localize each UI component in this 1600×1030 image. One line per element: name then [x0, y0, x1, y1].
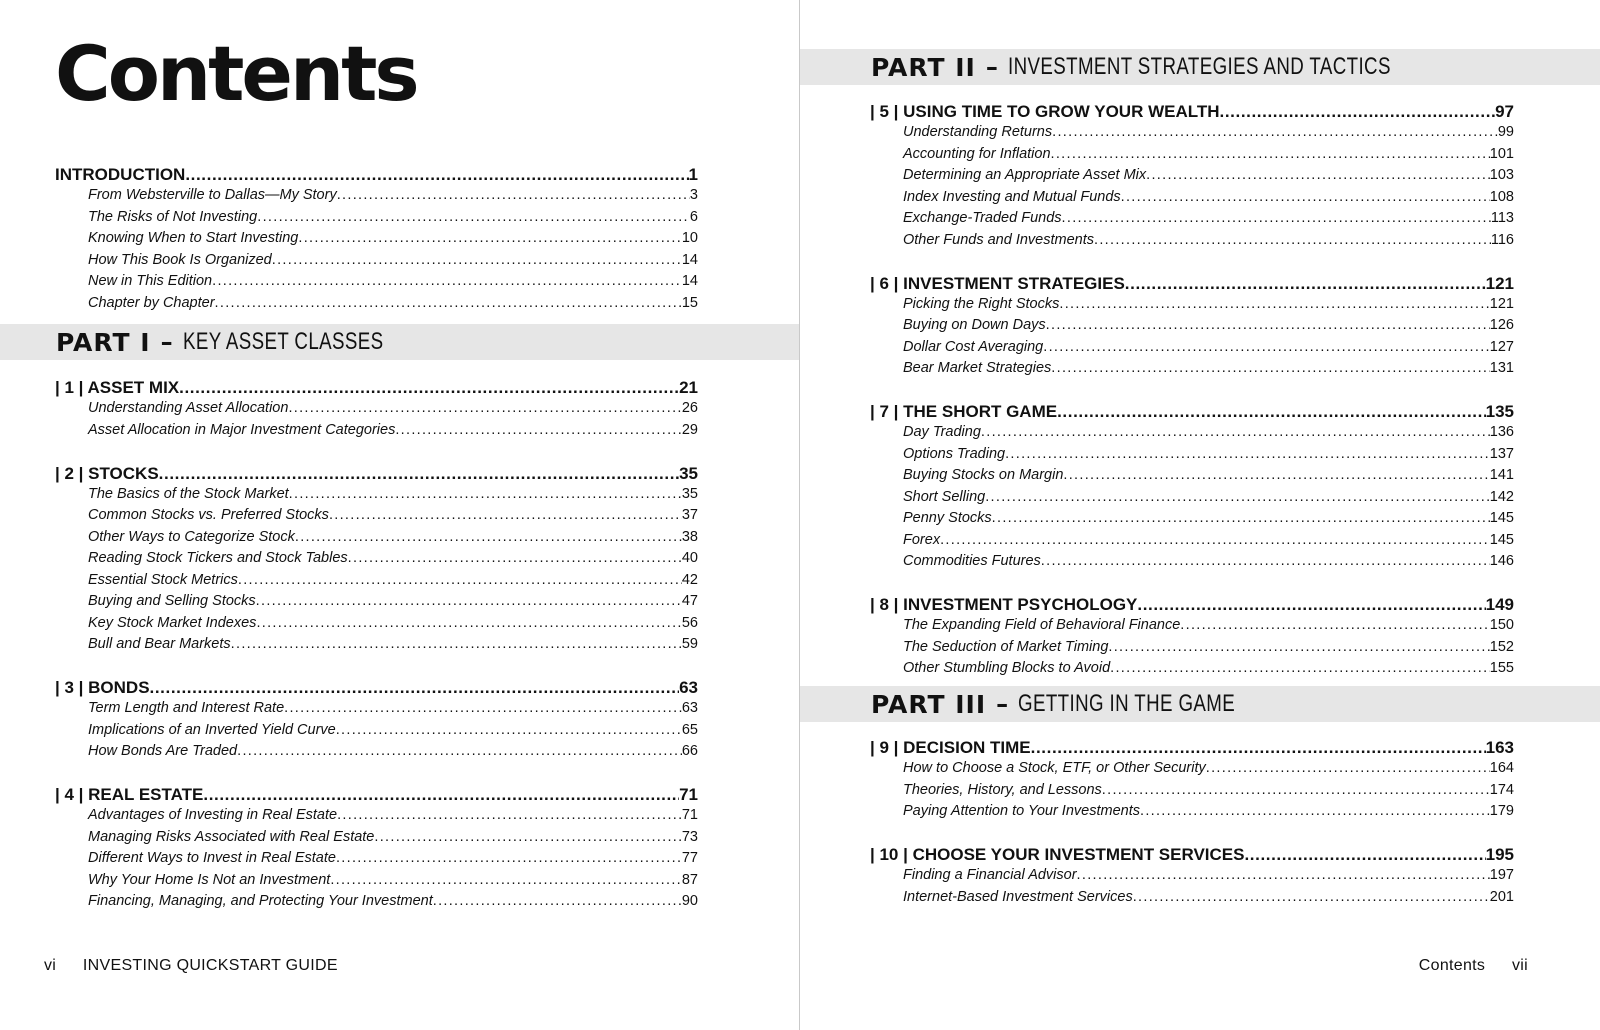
- toc-label: Knowing When to Start Investing: [88, 230, 299, 246]
- toc-label: Dollar Cost Averaging: [903, 338, 1044, 355]
- toc-entry[interactable]: [55, 572, 698, 594]
- toc-label: Buying and Selling Stocks: [88, 593, 256, 609]
- toc-page-number: 201: [1489, 888, 1514, 905]
- toc-page-number: 42: [681, 571, 698, 588]
- toc-page-number: 47: [681, 593, 698, 609]
- toc-label: Key Stock Market Indexes: [88, 614, 257, 631]
- toc-entry[interactable]: [55, 422, 698, 444]
- toc-label: How Bonds Are Traded: [88, 743, 238, 759]
- dot-leader: [298, 230, 681, 246]
- toc-entry[interactable]: [55, 850, 698, 872]
- toc-label: Internet-Based Investment Services: [903, 888, 1133, 905]
- toc-page-number: 73: [681, 828, 698, 845]
- toc-entry[interactable]: [870, 210, 1514, 232]
- toc-entry[interactable]: [870, 167, 1514, 189]
- toc-label: The Risks of Not Investing: [88, 208, 258, 225]
- contents-title: Contents: [55, 29, 417, 118]
- toc-label: Buying Stocks on Margin: [903, 467, 1064, 483]
- toc-page-number: 14: [681, 251, 698, 268]
- toc-entry[interactable]: [870, 639, 1514, 661]
- toc-entry[interactable]: [55, 486, 698, 508]
- dot-leader: [1108, 639, 1489, 655]
- running-head: Contents: [1418, 957, 1486, 974]
- part-banner: PART III – GETTING IN THE GAME: [800, 686, 1600, 722]
- toc-page-number: 26: [681, 400, 698, 416]
- toc-label: Understanding Returns: [903, 124, 1053, 140]
- toc-label: The Seduction of Market Timing: [903, 638, 1109, 655]
- dot-leader: [238, 572, 682, 588]
- dot-leader: [1146, 167, 1490, 183]
- toc-label: How This Book Is Organized: [88, 251, 272, 268]
- toc-page-number: 35: [681, 485, 698, 502]
- toc-label: | 9 | DECISION TIME: [870, 738, 1031, 757]
- dot-leader: [215, 295, 682, 311]
- toc-entry[interactable]: [870, 803, 1514, 825]
- toc-label: Implications of an Inverted Yield Curve: [88, 721, 336, 738]
- dot-leader: [231, 636, 682, 652]
- toc-chapter: [870, 402, 1514, 575]
- dot-leader: [1052, 124, 1498, 140]
- toc-entry[interactable]: [55, 550, 698, 572]
- toc-page-number: 150: [1489, 617, 1514, 633]
- dot-leader: [1180, 617, 1490, 633]
- toc-page-number: 136: [1489, 424, 1514, 440]
- toc-page-number: 126: [1489, 317, 1514, 333]
- toc-chapter-heading[interactable]: INTRODUCTION ..... 1: [55, 165, 698, 187]
- page-number: vi: [44, 957, 57, 974]
- dot-leader: [1133, 889, 1490, 905]
- toc-page-number: 87: [681, 871, 698, 888]
- dot-leader: [1041, 553, 1490, 569]
- toc-page-number: 135: [1485, 402, 1514, 421]
- toc-label: Determining an Appropriate Asset Mix: [903, 167, 1147, 183]
- toc-label: | 5 | USING TIME TO GROW YOUR WEALTH: [870, 102, 1220, 121]
- toc-page-number: 121: [1485, 273, 1514, 293]
- dot-leader: [1220, 102, 1496, 122]
- toc-chapter-heading[interactable]: [870, 595, 1514, 617]
- dot-leader: [337, 807, 682, 823]
- toc-entry[interactable]: [870, 532, 1514, 554]
- toc-label: Exchange-Traded Funds: [903, 210, 1062, 226]
- toc-entry[interactable]: [55, 252, 698, 274]
- toc-page-number: 37: [681, 507, 698, 523]
- toc-page-number: 131: [1489, 360, 1514, 376]
- dot-leader: [288, 400, 681, 416]
- toc-chapter-heading[interactable]: [870, 738, 1514, 760]
- toc-label: Asset Allocation in Major Investment Categories: [88, 421, 396, 438]
- toc-page-number: 113: [1490, 210, 1514, 226]
- dot-leader: [330, 872, 682, 888]
- toc-label: Accounting for Inflation: [903, 145, 1051, 162]
- toc-page-number: 10: [681, 230, 698, 246]
- toc-entry[interactable]: [55, 230, 698, 252]
- part-banner: PART I – KEY ASSET CLASSES: [0, 324, 799, 360]
- toc-page-number: 40: [681, 550, 698, 566]
- toc-chapter-heading[interactable]: [55, 785, 698, 807]
- dot-leader: [395, 422, 682, 438]
- toc-page-number: 121: [1489, 295, 1514, 312]
- dot-leader: [1051, 146, 1490, 162]
- toc-entry[interactable]: [870, 660, 1514, 682]
- toc-label: Other Stumbling Blocks to Avoid: [903, 660, 1111, 676]
- toc-label: Picking the Right Stocks: [903, 295, 1060, 312]
- toc-page-number: 56: [681, 614, 698, 631]
- toc-page-number: 101: [1489, 145, 1514, 162]
- toc-entry[interactable]: [870, 189, 1514, 211]
- toc-chapter-heading[interactable]: [55, 378, 698, 400]
- dot-leader: [1051, 360, 1490, 376]
- dot-leader: [284, 700, 682, 716]
- dot-leader: [348, 550, 682, 566]
- toc-page-number: 145: [1489, 531, 1514, 548]
- toc-label: Day Trading: [903, 424, 981, 440]
- toc-page-number: 137: [1489, 445, 1514, 462]
- part2-chapters: [870, 102, 1514, 682]
- part-name: PART I: [56, 327, 151, 357]
- toc-entry[interactable]: [870, 339, 1514, 361]
- toc-page-number: 3: [689, 187, 698, 203]
- part-name: PART III: [871, 689, 987, 719]
- toc-chapter: [55, 464, 698, 658]
- toc-entry[interactable]: [870, 760, 1514, 782]
- intro-section: [55, 165, 698, 316]
- dot-leader: [1206, 760, 1490, 776]
- toc-label: Finding a Financial Advisor: [903, 867, 1077, 883]
- dot-leader: [1244, 845, 1485, 865]
- toc-entry[interactable]: [55, 722, 698, 744]
- toc-label: | 2 | STOCKS: [55, 463, 159, 483]
- dot-leader: [1077, 867, 1490, 883]
- toc-page-number: 15: [681, 294, 698, 311]
- toc-label: Options Trading: [903, 445, 1006, 462]
- toc-label: Theories, History, and Lessons: [903, 781, 1102, 798]
- toc-page-number: 163: [1485, 738, 1514, 757]
- toc-page-number: 195: [1485, 845, 1514, 864]
- toc-page-number: 142: [1489, 488, 1514, 505]
- dot-leader: [1102, 782, 1490, 798]
- toc-entry[interactable]: [870, 617, 1514, 639]
- toc-page-number: 179: [1489, 803, 1514, 819]
- part-title: INVESTMENT STRATEGIES AND TACTICS: [1007, 53, 1391, 80]
- toc-page-number: 116: [1490, 231, 1514, 248]
- part-name: PART II: [871, 52, 976, 82]
- toc-label: Penny Stocks: [903, 510, 992, 526]
- toc-entry[interactable]: [870, 889, 1514, 911]
- part3-chapters: [870, 738, 1514, 910]
- toc-entry[interactable]: [55, 209, 698, 231]
- toc-chapter: [55, 378, 698, 443]
- toc-label: New in This Edition: [88, 273, 213, 289]
- toc-entry[interactable]: [55, 872, 698, 894]
- toc-chapter-heading[interactable]: [870, 402, 1514, 424]
- toc-entry[interactable]: [55, 829, 698, 851]
- toc-page-number: 21: [679, 378, 698, 397]
- toc-label: Other Funds and Investments: [903, 231, 1095, 248]
- toc-chapter-heading[interactable]: [55, 464, 698, 486]
- dot-leader: [992, 510, 1490, 526]
- toc-label: Managing Risks Associated with Real Estate: [88, 828, 375, 845]
- dot-leader: [1046, 317, 1490, 333]
- toc-label: Why Your Home Is Not an Investment: [88, 871, 331, 888]
- dot-leader: [981, 424, 1490, 440]
- dot-leader: [433, 893, 682, 909]
- toc-entry[interactable]: [55, 295, 698, 317]
- dot-leader: [272, 252, 682, 268]
- toc-page-number: 145: [1489, 510, 1514, 526]
- dot-leader: [256, 593, 682, 609]
- dot-leader: [1062, 210, 1491, 226]
- toc-page-number: 71: [679, 785, 698, 804]
- toc-chapter-heading[interactable]: [870, 845, 1514, 867]
- right-footer: [1419, 957, 1528, 975]
- toc-label: Different Ways to Invest in Real Estate: [88, 850, 336, 866]
- toc-entry[interactable]: [55, 743, 698, 765]
- dot-leader: [1125, 274, 1486, 294]
- toc-label: | 8 | INVESTMENT PSYCHOLOGY: [870, 595, 1138, 614]
- toc-label: Commodities Futures: [903, 553, 1041, 569]
- toc-page-number: 174: [1489, 781, 1514, 798]
- dot-leader: [256, 615, 681, 631]
- toc-page-number: 97: [1495, 102, 1514, 121]
- toc-entry[interactable]: [870, 867, 1514, 889]
- dot-leader: [1137, 595, 1485, 615]
- toc-page-number: 63: [679, 678, 698, 697]
- toc-label: From Websterville to Dallas—My Story: [88, 187, 337, 203]
- dot-leader: [179, 378, 679, 398]
- toc-entry[interactable]: [870, 232, 1514, 254]
- toc-page-number: 108: [1489, 188, 1514, 205]
- toc-label: | 4 | REAL ESTATE: [55, 785, 204, 804]
- dot-leader: [1121, 189, 1490, 205]
- toc-page-number: 197: [1489, 867, 1514, 883]
- toc-page-number: 149: [1485, 595, 1514, 614]
- toc-entry[interactable]: [55, 636, 698, 658]
- toc-page-number: 65: [681, 721, 698, 738]
- toc-page-number: 127: [1489, 338, 1514, 355]
- toc-label: | 6 | INVESTMENT STRATEGIES: [870, 273, 1125, 293]
- toc-entry[interactable]: [55, 615, 698, 637]
- running-head: INVESTING QUICKSTART GUIDE: [82, 957, 338, 974]
- toc-entry[interactable]: [870, 317, 1514, 339]
- dot-leader: [203, 785, 679, 805]
- left-footer: [44, 957, 338, 975]
- dot-leader: [159, 464, 679, 484]
- dot-leader: [336, 850, 682, 866]
- toc-page-number: 14: [681, 273, 698, 289]
- right-page: [800, 0, 1600, 1030]
- toc-label: | 3 | BONDS: [55, 678, 150, 697]
- toc-chapter-heading[interactable]: [870, 274, 1514, 296]
- toc-chapter-heading[interactable]: [55, 678, 698, 700]
- toc-label: The Basics of the Stock Market: [88, 485, 289, 502]
- toc-chapter: [870, 595, 1514, 682]
- toc-entry[interactable]: [870, 296, 1514, 318]
- toc-page-number: 164: [1489, 760, 1514, 776]
- dot-leader: [1063, 467, 1489, 483]
- toc-entry[interactable]: [870, 510, 1514, 532]
- dot-leader: [212, 273, 682, 289]
- dot-leader: [257, 209, 690, 225]
- toc-entry[interactable]: [870, 360, 1514, 382]
- toc-label: Bear Market Strategies: [903, 360, 1052, 376]
- dot-leader: [985, 489, 1490, 505]
- toc-chapter: [55, 678, 698, 765]
- toc-entry[interactable]: [870, 782, 1514, 804]
- toc-label: Advantages of Investing in Real Estate: [88, 807, 338, 823]
- toc-label: The Expanding Field of Behavioral Finance: [903, 617, 1181, 633]
- toc-label: | 10 | CHOOSE YOUR INVESTMENT SERVICES: [870, 845, 1245, 864]
- part-banner: PART II – INVESTMENT STRATEGIES AND TACTICS: [800, 49, 1600, 85]
- toc-label: Index Investing and Mutual Funds: [903, 188, 1121, 205]
- toc-page-number: 77: [681, 850, 698, 866]
- dot-leader: [1043, 339, 1490, 355]
- dot-leader: [329, 507, 682, 523]
- toc-page-number: 103: [1489, 167, 1514, 183]
- toc-label: Understanding Asset Allocation: [88, 400, 289, 416]
- toc-page-number: 29: [681, 421, 698, 438]
- toc-page-number: 99: [1497, 124, 1514, 140]
- toc-entry[interactable]: [55, 273, 698, 295]
- dot-leader: [1140, 803, 1490, 819]
- toc-entry[interactable]: [870, 124, 1514, 146]
- toc-entry[interactable]: [55, 807, 698, 829]
- left-page: [0, 0, 799, 1030]
- dot-leader: [289, 486, 682, 502]
- toc-page-number: 6: [689, 208, 698, 225]
- toc-label: Term Length and Interest Rate: [88, 700, 285, 716]
- toc-page-number: 66: [681, 743, 698, 759]
- toc-page-number: 155: [1489, 660, 1514, 676]
- toc-label: Financing, Managing, and Protecting Your Investment: [88, 893, 433, 909]
- toc-page-number: 141: [1489, 467, 1514, 483]
- toc-chapter: [870, 738, 1514, 825]
- part-title: KEY ASSET CLASSES: [182, 328, 384, 355]
- toc-label: Chapter by Chapter: [88, 294, 215, 311]
- toc-entry[interactable]: [870, 467, 1514, 489]
- toc-label: Reading Stock Tickers and Stock Tables: [88, 550, 348, 566]
- dot-leader: [150, 678, 680, 698]
- toc-page-number: 152: [1489, 638, 1514, 655]
- dot-leader: [295, 529, 682, 545]
- toc-page-number: 146: [1489, 553, 1514, 569]
- toc-label: Essential Stock Metrics: [88, 571, 238, 588]
- toc-entry[interactable]: [55, 187, 698, 209]
- toc-chapter: [870, 274, 1514, 382]
- toc-entry[interactable]: [55, 507, 698, 529]
- dot-leader: [1031, 738, 1486, 758]
- toc-label: Bull and Bear Markets: [88, 636, 231, 652]
- toc-label: Other Ways to Categorize Stock: [88, 528, 295, 545]
- toc-entry[interactable]: [870, 424, 1514, 446]
- dot-leader: [1110, 660, 1490, 676]
- toc-entry[interactable]: [870, 146, 1514, 168]
- dot-leader: [1005, 446, 1490, 462]
- toc-page-number: 63: [681, 700, 698, 716]
- page-number: vii: [1511, 957, 1528, 974]
- toc-label: | 1 | ASSET MIX: [55, 378, 180, 397]
- toc-entry[interactable]: [870, 489, 1514, 511]
- toc-label: Common Stocks vs. Preferred Stocks: [88, 507, 329, 523]
- dot-leader: [940, 532, 1490, 548]
- dot-leader: [337, 187, 690, 203]
- part-title: GETTING IN THE GAME: [1018, 690, 1236, 717]
- dot-leader: [237, 743, 682, 759]
- toc-page-number: 90: [681, 893, 698, 909]
- toc-entry[interactable]: [55, 700, 698, 722]
- dot-leader: [1094, 232, 1491, 248]
- dot-leader: [1057, 402, 1486, 422]
- toc-label: Buying on Down Days: [903, 317, 1046, 333]
- toc-entry[interactable]: [870, 553, 1514, 575]
- toc-label: Forex: [903, 531, 941, 548]
- toc-entry[interactable]: [55, 400, 698, 422]
- toc-entry[interactable]: [870, 446, 1514, 468]
- dot-leader: [1059, 296, 1489, 312]
- toc-page-number: 59: [681, 636, 698, 652]
- toc-label: | 7 | THE SHORT GAME: [870, 402, 1058, 421]
- toc-chapter-heading[interactable]: [870, 102, 1514, 124]
- toc-entry[interactable]: [55, 593, 698, 615]
- toc-label: Short Selling: [903, 488, 986, 505]
- toc-label: Paying Attention to Your Investments: [903, 803, 1140, 819]
- toc-page-number: 71: [681, 807, 698, 823]
- toc-chapter: [870, 845, 1514, 910]
- toc-page-number: 35: [679, 463, 698, 483]
- toc-entry[interactable]: [55, 893, 698, 915]
- dot-leader: [336, 722, 682, 738]
- toc-page-number: 38: [681, 528, 698, 545]
- toc-entry[interactable]: [55, 529, 698, 551]
- toc-chapter: [55, 785, 698, 915]
- dot-leader: [374, 829, 681, 845]
- part1-chapters: [55, 378, 698, 915]
- toc-chapter: [870, 102, 1514, 253]
- toc-label: How to Choose a Stock, ETF, or Other Security: [903, 760, 1206, 776]
